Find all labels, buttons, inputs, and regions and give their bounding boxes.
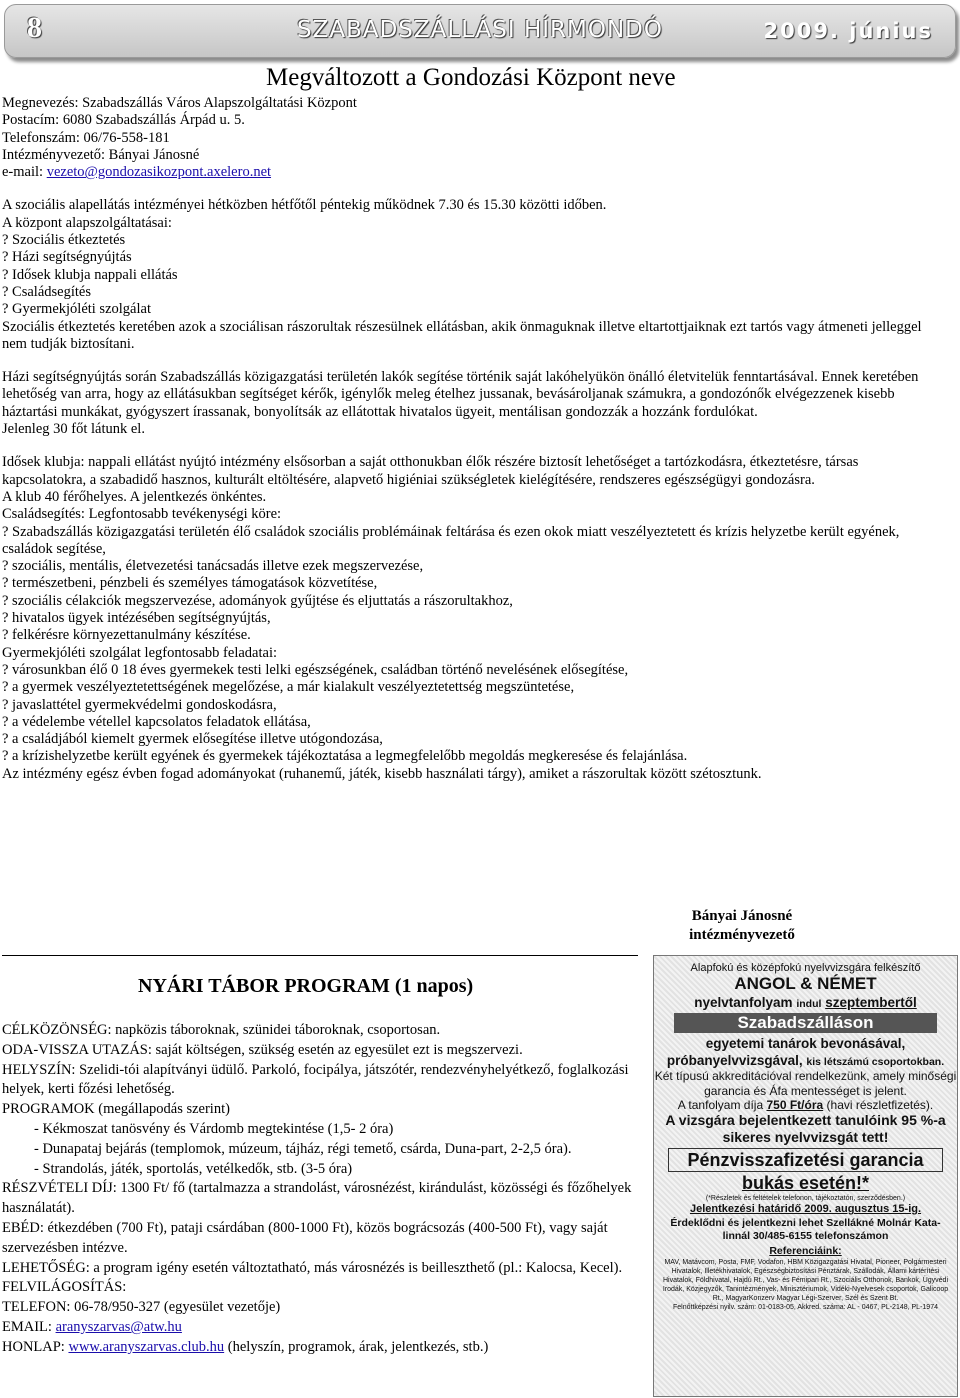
ad-location: Szabadszálláson (674, 1013, 937, 1033)
signature-title: intézményvezető (689, 927, 795, 943)
email-link[interactable]: vezeto@gondozasikozpont.axelero.net (46, 164, 272, 181)
email-line: e-mail: vezeto@gondozasikozpont.axelero.net (2, 164, 272, 181)
camp-line: ODA-VISSZA UTAZÁS: saját költségen, szükség esetén az egyesület ezt is megszervezi. (2, 1041, 523, 1058)
service-item: ? Szociális étkeztetés (2, 232, 126, 249)
program-item: - Strandolás, játék, sportolás, vetélkedők, stb. (3-5 óra) (34, 1160, 353, 1177)
closing-line: Az intézmény egész évben fogad adományokat (ruhanemű, játék, kisebb használati tárgy), amiket a rászorultak között szétosztunk. (2, 765, 762, 782)
ad-guarantee: bukás esetén!* (741, 1173, 870, 1193)
camp-line: CÉLKÖZÖNSÉG: napközis táboroknak, szünidei táboroknak, csoportosan. (2, 1022, 441, 1038)
gyermek-item: ? javaslattétel gyermekvédelmi gondoskodásra, (2, 696, 277, 713)
csalad-item: ? Szabadszállás közigazgatási területén élő családok szociális problémáinak feltárása és ezen okok miatt veszélyeztetett és krízis helyzetbe került egyének, családok segítése, (2, 523, 900, 557)
service-item: ? Idősek klubja nappali ellátás (2, 266, 178, 283)
ad-line: egyetemi tanárok bevonásával, (705, 1036, 906, 1051)
head-line: Intézményvezető: Bányai Jánosné (2, 146, 200, 163)
gyermek-item: ? városunkban élő 0 18 éves gyermekek testi lelki egészségének, családban történő nevelésének elősegítése, (2, 661, 629, 678)
ad-guarantee: Pénzvisszafizetési garancia (668, 1148, 943, 1172)
language-course-ad (653, 955, 958, 1397)
program-item: - Kékmoszat tanösvény és Várdomb megtekintése (1,5- 2 óra) (34, 1120, 394, 1137)
ad-line: Két típusú akkreditációval rendelkezünk, amely minőségi garancia és Áfa mentességet is jelent. (654, 1069, 957, 1098)
camp-lunch: EBÉD: étkezdében (700 Ft), pataji csárdában (800-1000 Ft), közös bográcsozás (400-500 Ft), vagy saját szervezésben intézve. (2, 1219, 608, 1256)
hours-line: A szociális alapellátás intézményei hétközben hétfőtől péntekig működnek 7.30 és 15.30 közötti időben. (2, 197, 607, 214)
ad-references: MAV, Matávcom, Posta, FMF, Vodafon, HBM Közigazgatási Hivatal, Pioneer, Polgármesteri Hivatalok, Illetékhivatalok, Egészségbiztosítási Pénztárak, Szállodák, Állami kártérítési Hivatalok, Földhivatal, Hajdú Rt., Vas- és Fémipari Rt., Szociális Otthonok, Bankok, Ügyvédi Irodák, Közjegyzők, Tanintézmények, Minisztériumok, Vidéki-Nyelvesek csoportok, Galicoop Rt., MagyarKonzerv Magyar Légi-Szerver, Szél és Szent Bt. (662, 1259, 949, 1302)
ad-heading: ANGOL & NÉMET (734, 974, 877, 993)
address-line: Postacím: 6080 Szabadszállás Árpád u. 5. (2, 112, 245, 129)
gyermek-item: ? a gyermek veszélyeztetettségének megelőzése, a már kialakult veszélyeztetettség megszüntetése, (2, 679, 575, 696)
gyermek-intro: Gyermekjóléti szolgálat legfontosabb feladatai: (2, 644, 277, 661)
paragraph-klub-capacity: A klub 40 férőhelyes. A jelentkezés önkéntes. (2, 488, 267, 505)
camp-web-link[interactable]: www.aranyszarvas.club.hu (68, 1338, 225, 1355)
camp-fee: RÉSZVÉTELI DÍJ: 1300 Ft/ fő (tartalmazza a strandolást, városnézést, kirándulást, közösségi és főzőhelyek használatát). (2, 1180, 632, 1217)
csalad-item: ? szociális, mentális, életvezetési tanácsadás illetve ezek megszervezése, (2, 558, 424, 575)
ad-line: Alapfokú és középfokú nyelvvizsgára felkészítő (690, 962, 921, 974)
camp-body (2, 1021, 638, 1358)
camp-option: LEHETŐSÉG: a program igény esetén változtatható, más városnézés is beilleszthető (pl.: Kalocsa, Kecel). (2, 1259, 623, 1276)
camp-line: PROGRAMOK (megállapodás szerint) (2, 1101, 230, 1118)
phone-line: Telefonszám: 06/76-558-181 (2, 129, 170, 146)
paragraph-hazi: Házi segítségnyújtás során Szabadszállás közigazgatási területén lakók segítése történik saját lakóhelyükön önálló életvitelük fenntartásával. Ennek keretében lehetőség van arra, hogy az ellátásukban segítséget kérők, igénylők meleg ételhez jussanak, bevásároljanak számukra, a gondozónők elvégezzenek kisebb háztartási munkákat, gyógyszert írassanak, bonyolítsák az ellátottak hivatalos ügyeit, mentálisan gondozzák a hozzánk fordulókat. (2, 369, 919, 420)
ad-line: A vizsgára bejelentkezett tanulóink 95 %-a sikeres nyelvvizsgát tett! (665, 1112, 946, 1145)
ad-line: (*Részletek és feltételek telefonon, tájékoztatón, szerződésben.) (705, 1195, 906, 1202)
ad-line: nyelvtanfolyam indul szeptembertől (694, 995, 917, 1010)
name-line: Megnevezés: Szabadszállás Város Alapszolgáltatási Központ (2, 95, 357, 111)
services-intro: A központ alapszolgáltatásai: (2, 214, 172, 231)
article-title: Megváltozott a Gondozási Központ neve (266, 64, 676, 91)
program-item: - Dunapataj bejárás (templomok, múzeum, tájház, régi temető, csárda, Duna-part, 2-2,5 óra). (34, 1140, 572, 1157)
camp-line: HELYSZÍN: Szelidi-tói alapítványi üdülő. Parkoló, focipálya, játszótér, rendezvényhelyétkező, foglalkozási helyek, kerti főzési lehetőség. (2, 1061, 629, 1098)
page-number: 8 (27, 11, 42, 44)
csalad-item: ? felkérésre környezettanulmány készítése. (2, 627, 251, 644)
ad-line: Referenciáink: (769, 1245, 842, 1257)
signature (667, 907, 817, 945)
csalad-item: ? természetbeni, pénzbeli és személyes támogatások közvetítése, (2, 575, 378, 592)
ad-line: Felnőttképzési nyilv. szám: 01-0183-05, Akkred. száma: AL - 0467, PL-2148, PL-1974 (673, 1304, 938, 1311)
paragraph-klub: Idősek klubja: nappali ellátást nyújtó intézmény elsősorban a saját otthonukban élők részére biztosít lehetőséget a tartózkodásra, étkeztetésre, társas kapcsolatokra, a szabadidő hasznos, kulturált eltöltésére, alapvető higiéniai szükségletek kielégítésére, rendszeres egészségügyi gondozásra. (2, 454, 859, 488)
csalad-item: ? szociális célakciók megszervezése, adományok gyűjtése és eljuttatás a rászorultakhoz, (2, 592, 513, 609)
ad-line: A tanfolyam díja 750 Ft/óra (havi részletfizetés). (677, 1098, 934, 1112)
gyermek-item: ? a védelembe vétellel kapcsolatos feladatok ellátása, (2, 713, 311, 730)
signature-name: Bányai Jánosné (691, 908, 793, 924)
paragraph-hazi-count: Jelenleg 30 főt látunk el. (2, 421, 145, 438)
camp-email-line: EMAIL: aranyszarvas@atw.hu (2, 1318, 182, 1335)
camp-info: FELVILÁGOSÍTÁS: (2, 1279, 127, 1296)
camp-title: NYÁRI TÁBOR PROGRAM (1 napos) (138, 975, 474, 997)
issue-date: 2009. június (763, 19, 933, 43)
paragraph-etkeztetes: Szociális étkeztetés keretében azok a szociálisan rászorultak részesülnek ellátásban, akik önmaguknak illetve eltartottjaiknak ezt tartós vagy átmeneti jelleggel nem tudják biztosítani. (2, 318, 922, 352)
article-body (2, 95, 946, 783)
ad-line: próbanyelvvizsgával, kis létszámú csoportokban. (666, 1053, 945, 1068)
gyermek-item: ? a krízishelyzetbe került egyének és gyermekek tájékoztatása a legmegfelelőbb megoldás megkeresése és felajánlása. (2, 748, 688, 765)
csalad-item: ? hivatalos ügyek intézésében segítségnyújtás, (2, 610, 271, 627)
service-item: ? Családsegítés (2, 283, 91, 300)
divider (2, 955, 638, 956)
gyermek-item: ? a családjából kiemelt gyermek elősegítése illetve utógondozása, (2, 731, 383, 748)
ad-deadline: Jelentkezési határidő 2009. augusztus 15-ig. (689, 1203, 922, 1215)
camp-phone: TELEFON: 06-78/950-327 (egyesület vezetője) (2, 1299, 281, 1316)
service-item: ? Házi segítségnyújtás (2, 249, 132, 266)
page-header (4, 4, 956, 58)
newspaper-name: SZABADSZÁLLÁSI HÍRMONDÓ (296, 17, 663, 43)
ad-contact: Érdeklődni és jelentkezni lehet Szellákné Molnár Kata-linnál 30/485-6155 telefonszámon (670, 1217, 941, 1242)
csalad-intro: Családsegítés: Legfontosabb tevékenységi köre: (2, 506, 282, 523)
camp-email-link[interactable]: aranyszarvas@atw.hu (55, 1318, 182, 1335)
service-item: ? Gyermekjóléti szolgálat (2, 301, 151, 318)
camp-web-line: HONLAP: www.aranyszarvas.club.hu (helyszín, programok, árak, jelentkezés, stb.) (2, 1338, 489, 1355)
